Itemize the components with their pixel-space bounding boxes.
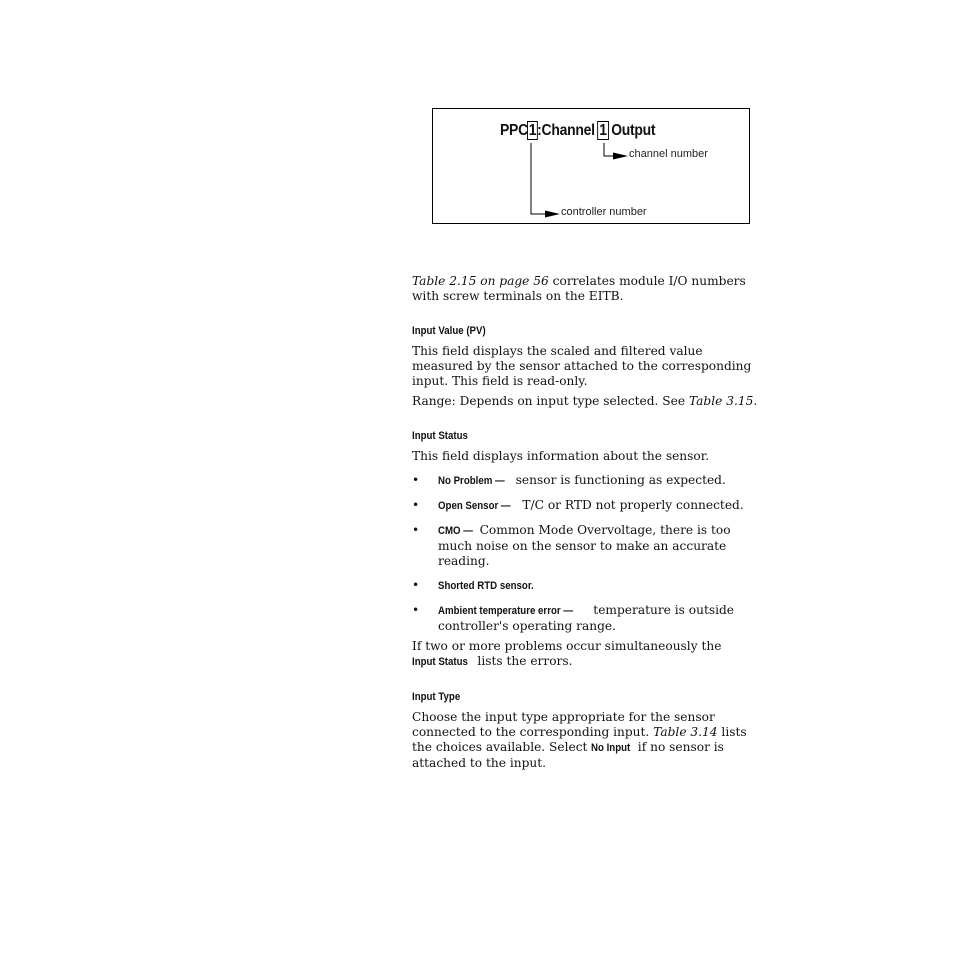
channel-arrow-icon <box>613 153 628 160</box>
controller-number-label: controller number <box>561 206 647 218</box>
status-list-item: • No Problem — sensor is functioning as expected. <box>412 473 726 487</box>
status-list-item: • CMO — Common Mode Overvoltage, there is too much noise on the sensor to make an accurate reading. <box>412 523 731 568</box>
input-status-description: This field displays information about the sensor. <box>412 449 710 463</box>
input-type-description: Choose the input type appropriate for the sensor connected to the corresponding input. Table 3.14 lists the choices available. Select No Input if no sensor is attached to the input. <box>412 710 747 770</box>
document-body <box>412 274 760 776</box>
channel-callout-line <box>604 143 613 156</box>
status-list-item: • Ambient temperature error — temperature is outside controller's operating range. <box>412 603 735 633</box>
controller-arrow-icon <box>545 211 560 218</box>
input-value-range: Range: Depends on input type selected. See Table 3.15. <box>412 394 758 408</box>
table-reference-link: Table 2.15 on page 56 <box>412 274 549 288</box>
input-value-description: This field displays the scaled and filtered value measured by the sensor attached to the corresponding input. This field is read-only. <box>412 344 752 388</box>
diagram-title: PPC1:Channel 1 Output <box>500 122 656 139</box>
status-list-item: • Open Sensor — T/C or RTD not properly connected. <box>412 498 744 512</box>
channel-digit-box: 1 <box>599 122 607 139</box>
channel-number-label: channel number <box>629 148 708 160</box>
status-list-item: • Shorted RTD sensor. <box>412 578 534 592</box>
input-status-heading: Input Status <box>412 430 468 442</box>
intro-paragraph: Table 2.15 on page 56 correlates module I/O numbers with screw terminals on the EITB. <box>412 274 746 303</box>
input-value-heading: Input Value (PV) <box>412 325 486 337</box>
input-status-footer: If two or more problems occur simultaneously the Input Status lists the errors. <box>412 639 722 668</box>
controller-digit-box: 1 <box>528 122 537 139</box>
input-type-heading: Input Type <box>412 691 461 703</box>
controller-callout-line <box>531 143 545 214</box>
channel-output-diagram <box>432 108 750 224</box>
